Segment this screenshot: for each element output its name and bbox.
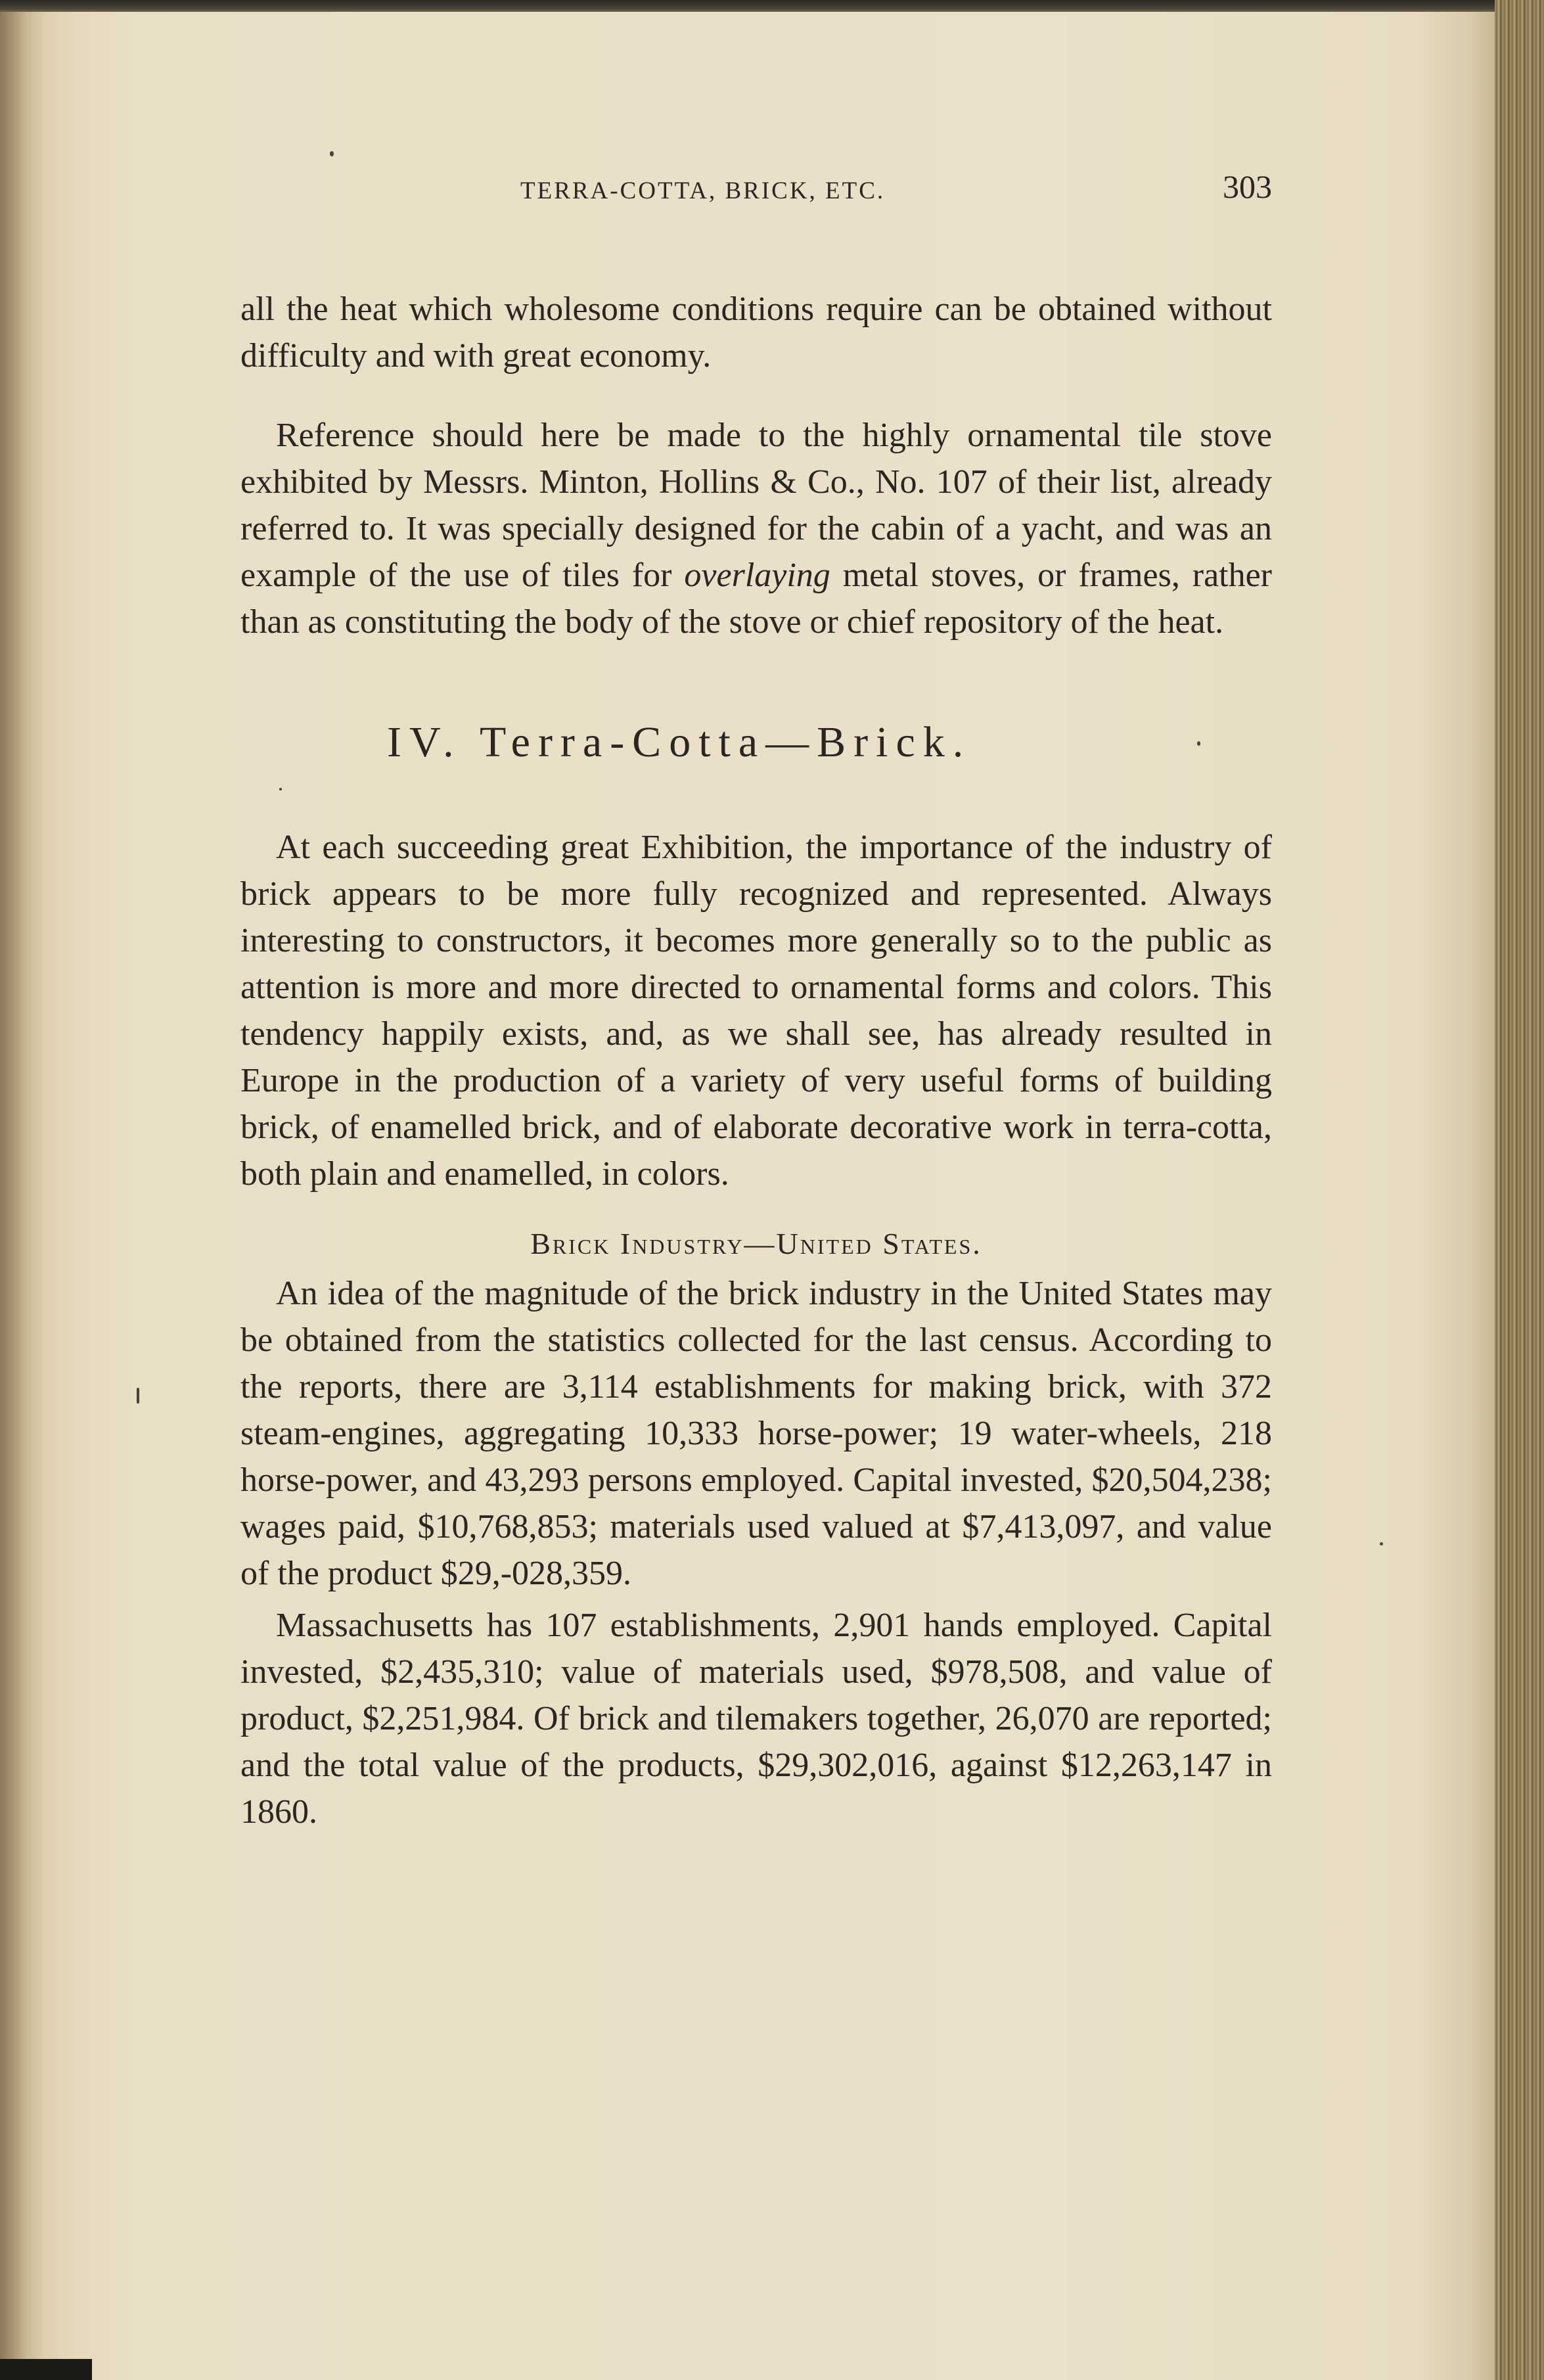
page-edges: [1495, 0, 1544, 2380]
paragraph-heat: all the heat which wholesome conditions require can be obtained without difficulty and with great economy.: [240, 290, 1272, 375]
running-title: TERRA-COTTA, BRICK, ETC.: [520, 177, 886, 204]
emphasis-overlaying: overlaying: [684, 557, 830, 594]
paragraph-exhibition: At each succeeding great Exhibition, the importance of the industry of brick appears to be more fully recognized and represented. Always interesting to constructors, it becomes more generally so to the public as attention is more and more directed to ornamental forms and colors. This tendency happily exists, and, as we shall see, has already resulted in Europe in the production of a variety of very useful forms of building brick, of enamelled brick, and of elaborate decorative work in terra-cotta, both plain and enamelled, in colors.: [240, 829, 1272, 1193]
bottom-corner: [0, 2359, 92, 2380]
running-head: [240, 168, 1272, 214]
ink-speck: [330, 151, 334, 156]
gutter-shadow: [0, 12, 46, 2380]
subsection-heading: Brick Industry—United States.: [530, 1227, 982, 1260]
paragraph-tile-stove-text-1: Reference should here be made to the highly ornamental tile stove exhibited by Messrs. Minton, Hollins & Co., No. 107 of their list, already referred to. It was specially designed for the cabin of a yacht, and was an example of the use of tiles for: [240, 417, 1272, 594]
page-text: [240, 168, 1272, 1835]
ink-speck: [137, 1388, 139, 1404]
paragraph-tile-stove: [240, 412, 1272, 645]
ink-speck: [1380, 1542, 1383, 1545]
section-heading: IV. Terra-Cotta—Brick.: [387, 718, 972, 766]
page-number: 303: [1223, 168, 1272, 205]
paragraph-census: An idea of the magnitude of the brick industry in the United States may be obtained from the statistics collected for the last census. According to the reports, there are 3,114 establishments for making brick, with 372 steam-engines, aggregating 10,333 horse-power; 19 water-wheels, 218 horse-power, and 43,293 persons employed. Capital invested, $20,504,238; wages paid, $10,768,853; materials used valued at $7,413,097, and value of the product $29,-028,359.: [240, 1275, 1272, 1592]
paragraph-tile-stove-text-2: metal stoves, or frames, rather than as constituting the body of the stove or chief repository of the heat.: [240, 557, 1272, 641]
paragraph-massachusetts: Massachusetts has 107 establishments, 2,901 hands employed. Capital invested, $2,435,310; value of materials used, $978,508, and value of product, $2,251,984. Of brick and tilemakers together, 26,070 are reported; and the total value of the products, $29,302,016, against $12,263,147 in 1860.: [240, 1607, 1272, 1831]
